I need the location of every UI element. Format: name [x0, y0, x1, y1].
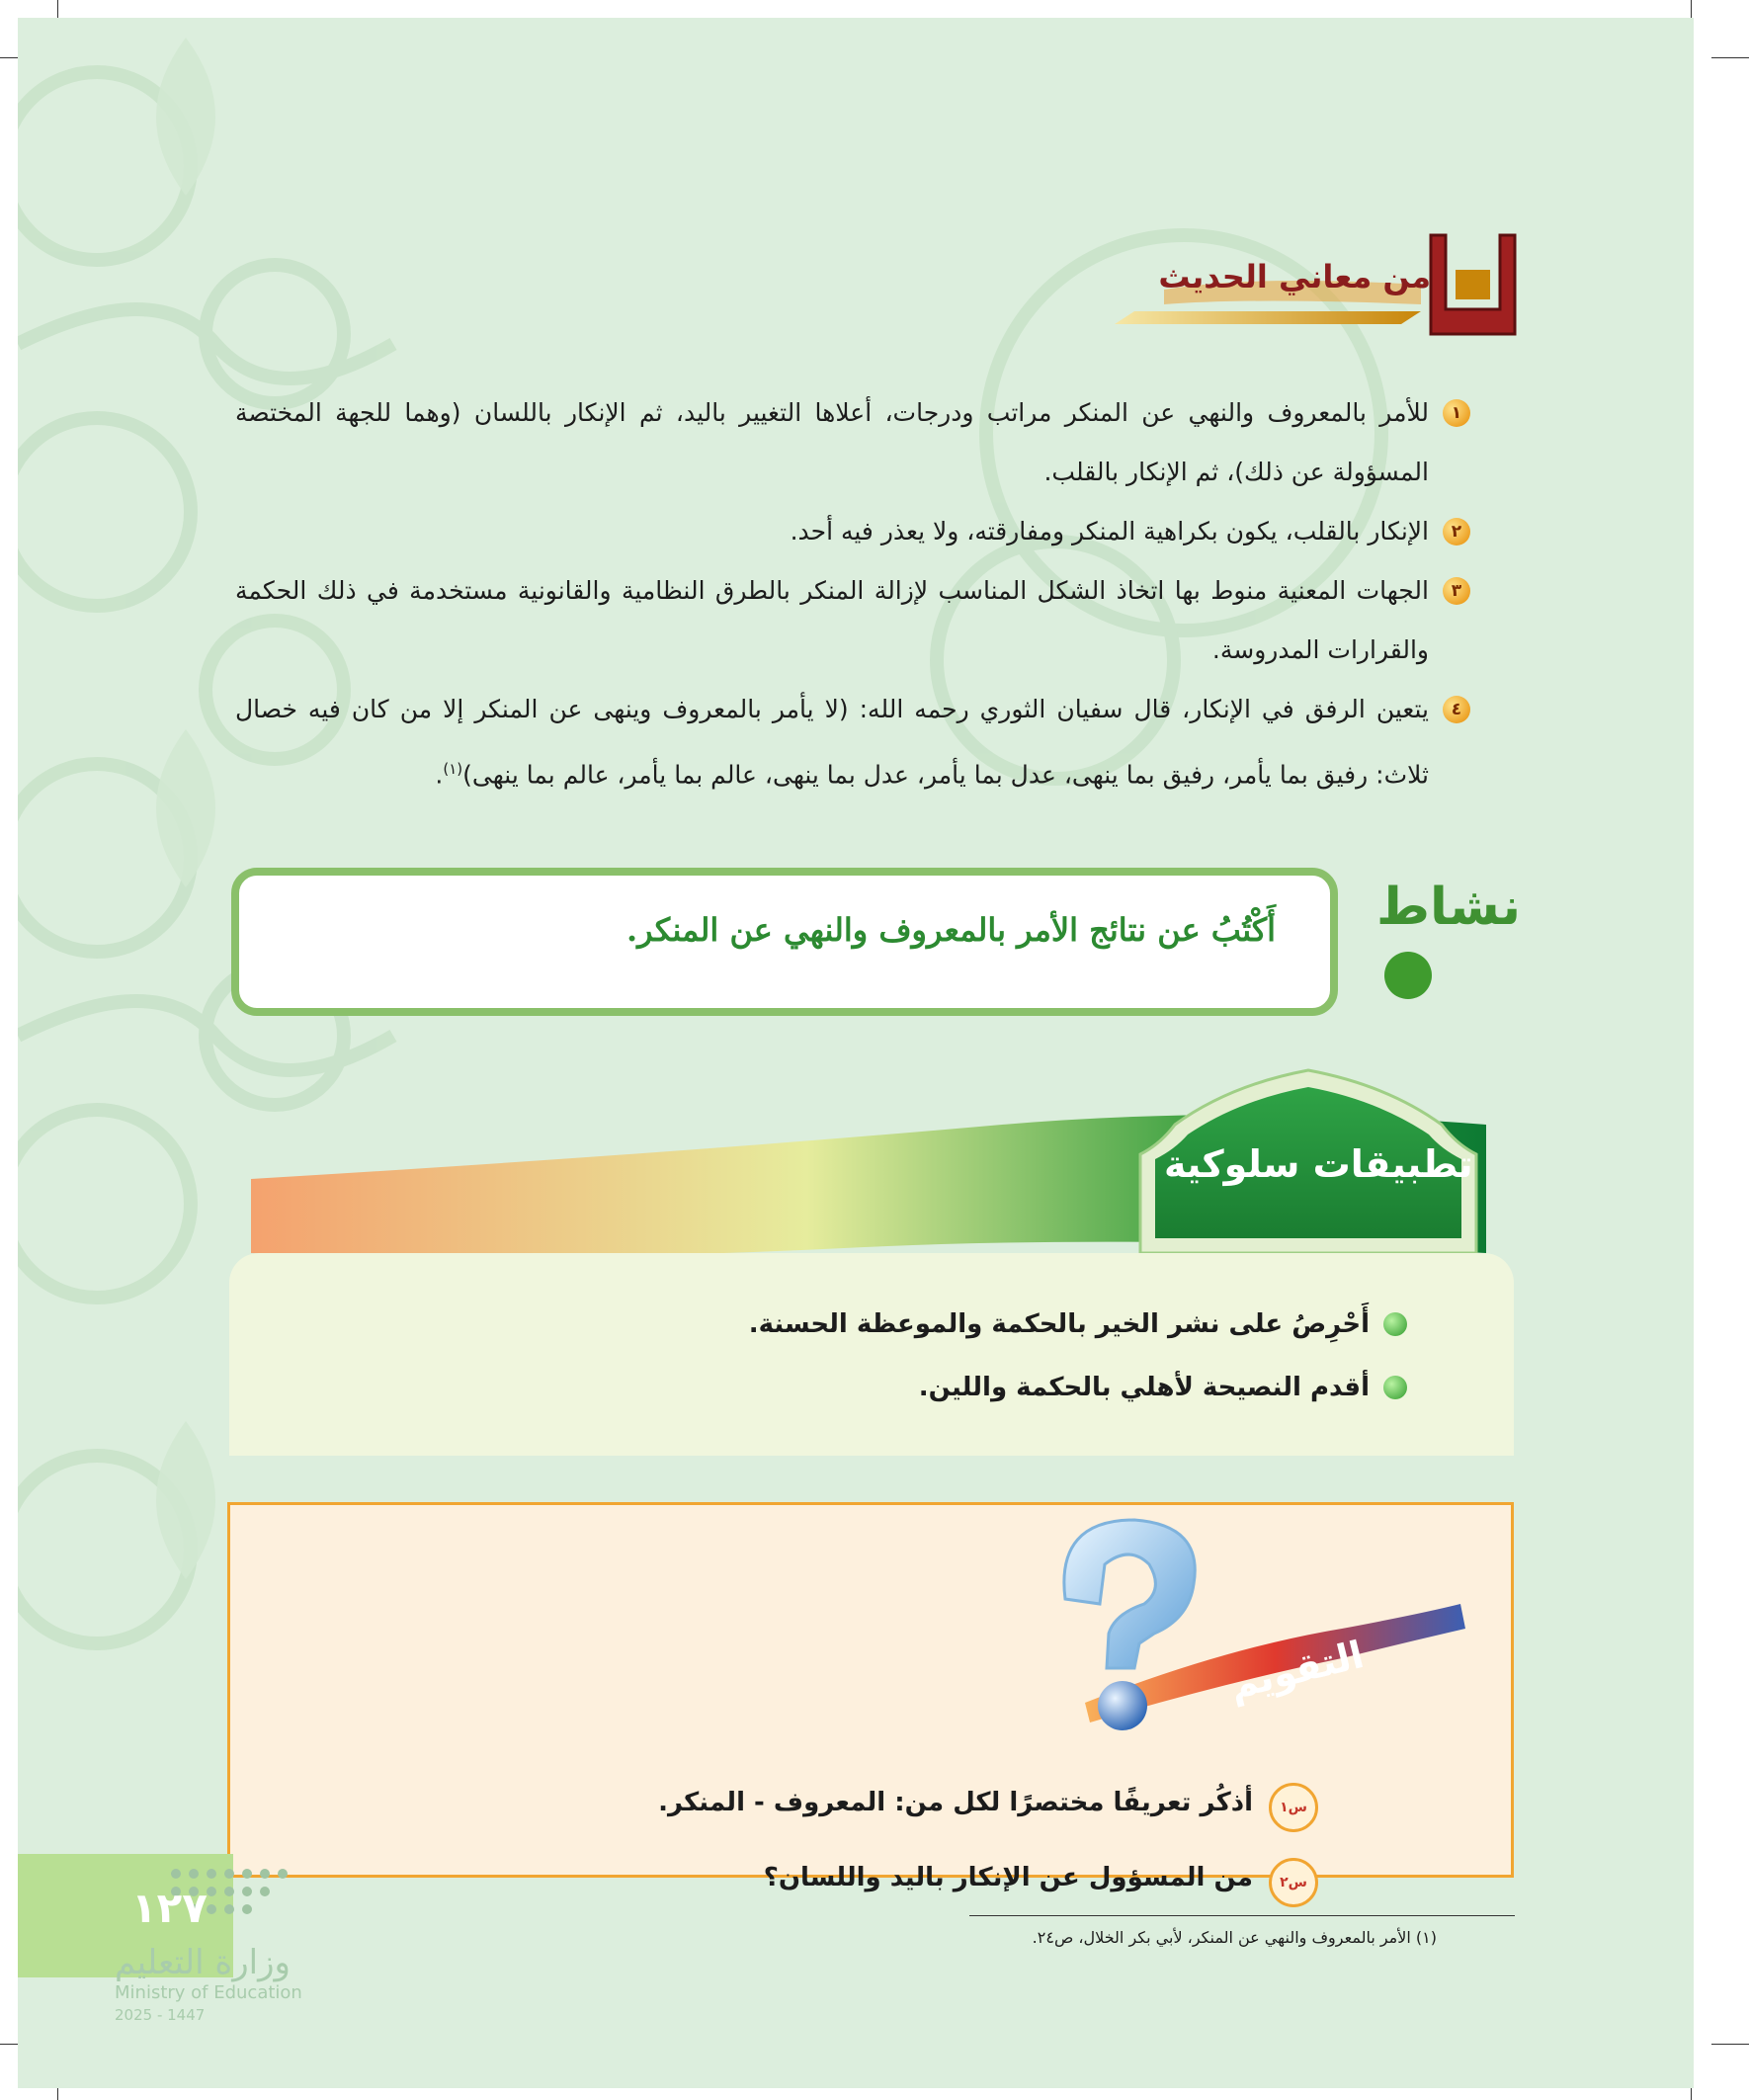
behavior-title: تطبيقات سلوكية	[1164, 1142, 1473, 1186]
item-text: للأمر بالمعروف والنهي عن المنكر مراتب ودرجات، أعلاها التغيير باليد، ثم الإنكار باللسان (وهما للجهة المختصة المسؤولة عن ذلك)، ثم الإنكار بالقلب.	[235, 398, 1429, 486]
bullet-icon	[1383, 1376, 1407, 1399]
item-number-badge: ٢	[1443, 518, 1470, 546]
activity-dot-icon	[1384, 952, 1432, 999]
footnote-text: (١) الأمر بالمعروف والنهي عن المنكر، لأبي بكر الخلال، ص٢٤.	[1032, 1928, 1437, 1947]
list-item	[749, 1293, 1407, 1356]
page-number: ١٢٧	[131, 1884, 208, 1932]
ministry-name-arabic: وزارة التعليم	[115, 1943, 291, 1982]
activity-box	[231, 868, 1338, 1016]
list-item	[235, 680, 1470, 804]
item-text: أقدم النصيحة لأهلي بالحكمة واللين.	[918, 1373, 1370, 1402]
question-text: أذكُر تعريفًا مختصرًا لكل من: المعروف - المنكر.	[658, 1788, 1253, 1817]
ministry-name-english: Ministry of Education	[115, 1982, 302, 2003]
evaluation-questions	[658, 1765, 1318, 1915]
question-item	[658, 1765, 1318, 1840]
footnote-divider	[969, 1915, 1515, 1916]
item-number-badge: ١	[1443, 399, 1470, 427]
edition-year: 2025 - 1447	[115, 2006, 206, 2024]
section-title: من معاني الحديث	[1158, 258, 1431, 295]
section-header	[1105, 230, 1520, 349]
item-text: أَحْرِصُ على نشر الخير بالحكمة والموعظة الحسنة.	[748, 1309, 1370, 1339]
question-mark-icon	[1045, 1510, 1480, 1737]
item-number-badge: ٤	[1443, 696, 1470, 723]
list-item	[235, 502, 1470, 561]
footnote-reference: (١)	[443, 760, 463, 778]
activity-text: أَكْتُبُ عن نتائج الأمر بالمعروف والنهي عن المنكر.	[626, 911, 1276, 949]
question-item	[658, 1840, 1318, 1915]
question-number-badge: س١	[1269, 1783, 1318, 1832]
sentence-end: .	[435, 760, 444, 790]
list-item	[235, 561, 1470, 680]
item-text: يتعين الرفق في الإنكار، قال سفيان الثوري رحمه الله: (لا يأمر بالمعروف وينهى عن المنكر إلا من كان فيه خصال ثلاث: رفيق بما يأمر، رفيق بما ينهى، عدل بما يأمر، عدل بما ينهى، عالم بما يأمر، عالم بما ينهى)	[235, 695, 1429, 790]
behavior-list	[749, 1293, 1407, 1419]
bullet-icon	[1383, 1312, 1407, 1336]
item-text: الجهات المعنية منوط بها اتخاذ الشكل المناسب لإزالة المنكر بالطرق النظامية والقانونية مستخدمة في ذلك الحكمة والقرارات المدروسة.	[235, 576, 1429, 664]
hadith-meanings-list	[235, 383, 1470, 804]
item-text: الإنكار بالقلب، يكون بكراهية المنكر ومفارقته، ولا يعذر فيه أحد.	[790, 517, 1429, 546]
crop-mark	[1711, 2044, 1749, 2045]
question-text: من المسؤول عن الإنكار باليد واللسان؟	[763, 1863, 1253, 1892]
book-page	[18, 18, 1694, 2088]
activity-label: نشاط	[1376, 878, 1521, 937]
question-number-badge: س٢	[1269, 1858, 1318, 1907]
list-item	[749, 1356, 1407, 1419]
list-item	[235, 383, 1470, 502]
item-number-badge: ٣	[1443, 577, 1470, 605]
evaluation-title: التقويم	[1224, 1632, 1369, 1709]
crop-mark	[1711, 57, 1749, 58]
